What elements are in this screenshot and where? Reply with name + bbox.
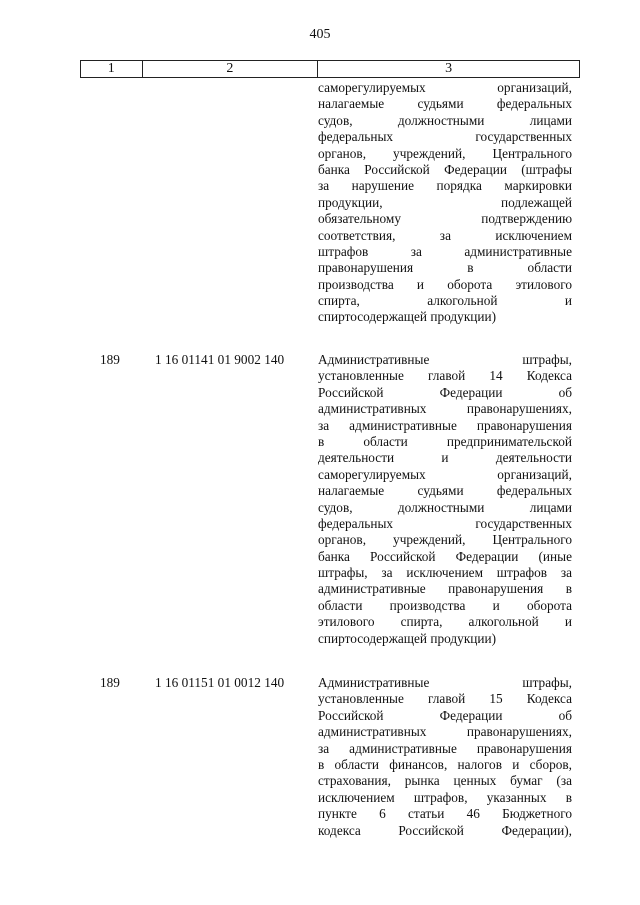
description-line: федеральных государственных <box>318 515 572 531</box>
description-line: Административные штрафы, <box>318 352 572 367</box>
description-line: административные правонарушения в <box>318 581 572 597</box>
description-line: саморегулируемых организаций, <box>318 80 572 95</box>
description-line: федеральных государственных <box>318 129 572 145</box>
description-line: банка Российской Федерации (штрафы <box>318 161 572 177</box>
description-line: Административные штрафы, <box>318 675 572 690</box>
description-line: саморегулируемых организаций, <box>318 466 572 482</box>
description-line: пункте 6 статьи 46 Бюджетного <box>318 806 572 822</box>
description-line: Российской Федерации об <box>318 384 572 400</box>
description-line: судов, должностными лицами <box>318 112 572 128</box>
description-line: продукции, подлежащей <box>318 194 572 210</box>
row-description <box>318 352 572 647</box>
description-line: кодекса Российской Федерации), <box>318 822 572 838</box>
description-line: налагаемые судьями федеральных <box>318 96 572 112</box>
description-line: судов, должностными лицами <box>318 499 572 515</box>
description-line: административных правонарушениях, <box>318 724 572 740</box>
description-line: правонарушения в области <box>318 260 572 276</box>
description-line: за административные правонарушения <box>318 740 572 756</box>
description-line: обязательному подтверждению <box>318 211 572 227</box>
description-line: установленные главой 15 Кодекса <box>318 691 572 707</box>
continuation-description <box>318 80 572 326</box>
kbk-code: 1 16 01151 01 0012 140 <box>155 675 285 690</box>
description-line: спиртосодержащей продукции) <box>318 309 497 325</box>
column-header-3: 3 <box>318 61 580 78</box>
description-line: деятельности и деятельности <box>318 450 572 466</box>
description-line: штрафов за административные <box>318 243 572 259</box>
column-header-row <box>81 61 580 78</box>
description-line: штрафы, за исключением штрафов за <box>318 565 572 581</box>
description-line: исключением штрафов, указанных в <box>318 789 572 805</box>
row-description <box>318 675 572 839</box>
column-header-2: 2 <box>142 61 318 78</box>
description-line: в области финансов, налогов и сборов, <box>318 756 572 772</box>
description-line: спиртосодержащей продукции) <box>318 630 497 646</box>
description-line: области производства и оборота <box>318 597 572 613</box>
description-line: органов, учреждений, Центрального <box>318 145 572 161</box>
description-line: органов, учреждений, Центрального <box>318 532 572 548</box>
kbk-code: 1 16 01141 01 9002 140 <box>155 352 285 367</box>
description-line: административных правонарушениях, <box>318 401 572 417</box>
page-number: 405 <box>309 27 331 42</box>
description-line: банка Российской Федерации (иные <box>318 548 572 564</box>
admin-code: 189 <box>100 352 120 367</box>
column-header-1: 1 <box>81 61 143 78</box>
description-line: этилового спирта, алкогольной и <box>318 614 572 630</box>
description-line: установленные главой 14 Кодекса <box>318 368 572 384</box>
description-line: за административные правонарушения <box>318 417 572 433</box>
description-line: спирта, алкогольной и <box>318 293 572 309</box>
column-header-table <box>80 60 580 78</box>
description-line: страхования, рынка ценных бумаг (за <box>318 773 572 789</box>
description-line: налагаемые судьями федеральных <box>318 483 572 499</box>
description-line: Российской Федерации об <box>318 707 572 723</box>
description-line: в области предпринимательской <box>318 433 572 449</box>
description-line: за нарушение порядка маркировки <box>318 178 572 194</box>
admin-code: 189 <box>100 675 120 690</box>
description-line: соответствия, за исключением <box>318 227 572 243</box>
description-line: производства и оборота этилового <box>318 276 572 292</box>
